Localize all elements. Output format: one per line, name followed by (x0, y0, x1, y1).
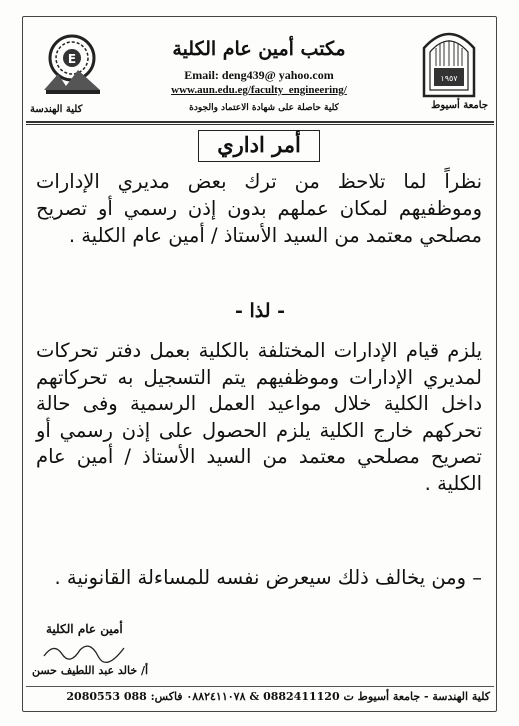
footer-divider (26, 686, 494, 687)
assiut-university-logo-icon (420, 26, 478, 98)
paragraph-3: – ومن يخالف ذلك سيعرض نفسه للمساءلة القانونية . (54, 566, 482, 589)
header-divider-thin (26, 124, 494, 125)
university-caption: جامعة أسيوط (431, 100, 488, 111)
faculty-engineering-logo-icon (38, 28, 106, 98)
signature-title: أمين عام الكلية (46, 622, 123, 636)
svg-text:١٩٥٧: ١٩٥٧ (440, 74, 458, 83)
section-marker: - لذا - (234, 300, 286, 322)
faculty-caption: كلية الهندسة (30, 104, 83, 115)
header-divider (26, 121, 494, 123)
svg-text:E: E (67, 52, 77, 66)
paragraph-1: نظراً لما تلاحظ من ترك بعض مديري الإدارات وموظفيهم لمكان عملهم بدون إذن رسمي أو تصريح مصلحي معتمد من السيد الأستاذ / أمين عام الكلية . (36, 170, 482, 247)
letterhead (24, 20, 496, 118)
footer-contact: كلية الهندسة - جامعة أسيوط ت 0882411120 & ٠٨٨٢٤١١٠٧٨ فاكس: 088 2080553 (66, 690, 490, 703)
document-heading: أمر اداري (198, 130, 320, 162)
handwritten-signature-icon (40, 636, 130, 666)
paragraph-2: يلزم قيام الإدارات المختلفة بالكلية بعمل دفتر تحركات لمديري الإدارات وموظفيهم يتم التسجيل به تحركاتهم داخل الكلية خلال مواعيد العمل الرسمية وفى حالة تحركهم خارج الكلية يلزم الحصول على إذن رسمي أو تصريح مصلحي معتمد من السيد الأستاذ / أمين عام الكلية . (36, 339, 482, 495)
website-link[interactable]: www.aun.edu.eg/faculty_engineering/ (171, 84, 347, 96)
office-title: مكتب أمين عام الكلية (172, 38, 346, 60)
signatory-name: أ/ خالد عبد اللطيف حسن (32, 664, 149, 677)
email-line: Email: deng439@ yahoo.com (184, 68, 334, 82)
accreditation-note: كلية حاصلة على شهادة الاعتماد والجودة (189, 103, 339, 113)
